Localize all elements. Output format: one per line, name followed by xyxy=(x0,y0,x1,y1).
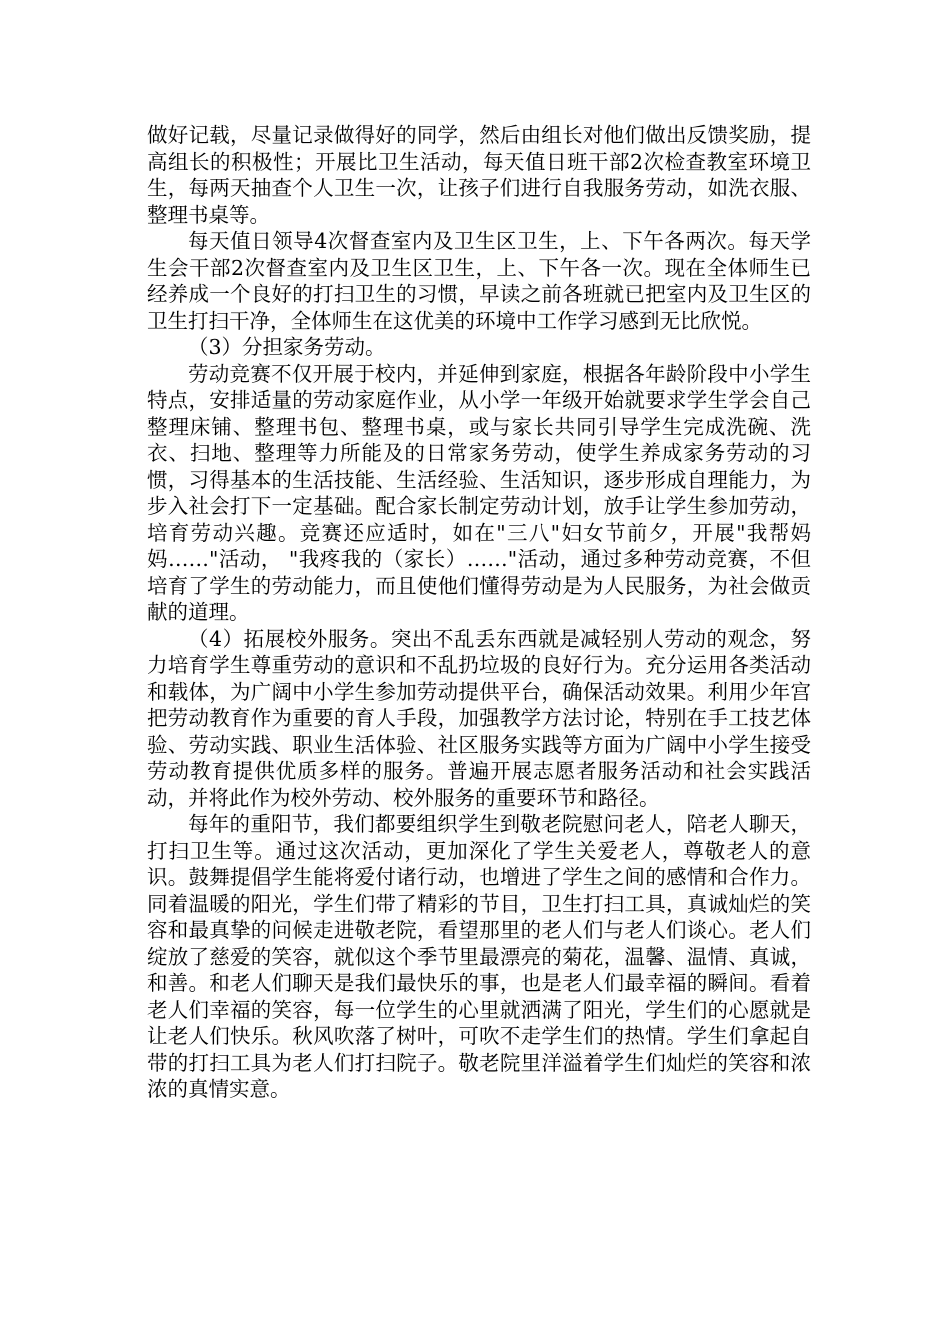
paragraph-housework-competition: 劳动竞赛不仅开展于校内，并延伸到家庭，根据各年龄阶段中小学生特点，安排适量的劳动家庭作业，从小学一年级开始就要求学生学会自己整理床铺、整理书包、整理书桌，或与家长共同引导学生完成洗碗、洗衣、扫地、整理等力所能及的日常家务劳动，使学生养成家务劳动的习惯，习得基本的生活技能、生活经验、生活知识，逐步形成自理能力，为步入社会打下一定基础。配合家长制定劳动计划，放手让学生参加劳动，培育劳动兴趣。竞赛还应适时，如在"三八"妇女节前夕，开展"我帮妈妈……"活动， "我疼我的（家长）……"活动，通过多种劳动竞赛，不但培育了学生的劳动能力，而且使他们懂得劳动是为人民服务，为社会做贡献的道理。 xyxy=(147,361,811,624)
paragraph-external-service: （4）拓展校外服务。突出不乱丢东西就是减轻别人劳动的观念，努力培育学生尊重劳动的意识和不乱扔垃圾的良好行为。充分运用各类活动和载体，为广阔中小学生参加劳动提供平台，确保活动效果。利用少年宫把劳动教育作为重要的育人手段，加强教学方法讨论，特别在手工技艺体验、劳动实践、职业生活体验、社区服务实践等方面为广阔中小学生接受劳动教育提供优质多样的服务。普遍开展志愿者服务活动和社会实践活动，并将此作为校外劳动、校外服务的重要环节和路径。 xyxy=(147,626,811,810)
section-heading-housework: （3）分担家务劳动。 xyxy=(188,335,386,359)
paragraph-daily-inspection: 每天值日领导4次督查室内及卫生区卫生，上、下午各两次。每天学生会干部2次督查室内及卫生区卫生，上、下午各一次。现在全体师生已经养成一个良好的打扫卫生的习惯，早读之前各班就已把室内及卫生区的卫生打扫干净，全体师生在这优美的环境中工作学习感到无比欣悦。 xyxy=(147,229,811,333)
paragraph-double-ninth-festival: 每年的重阳节，我们都要组织学生到敬老院慰问老人，陪老人聊天，打扫卫生等。通过这次活动，更加深化了学生关爱老人，尊敬老人的意识。鼓舞提倡学生能将爱付诸行动，也增进了学生之间的感情和合作力。同着温暖的阳光，学生们带了精彩的节目，卫生打扫工具，真诚灿烂的笑容和最真挚的问候走进敬老院，看望那里的老人们与老人们谈心。老人们绽放了慈爱的笑容，就似这个季节里最漂亮的菊花，温馨、温情、真诚，和善。和老人们聊天是我们最快乐的事，也是老人们最幸福的瞬间。看着老人们幸福的笑容，每一位学生的心里就洒满了阳光，学生们的心愿就是让老人们快乐。秋风吹落了树叶，可吹不走学生们的热情。学生们拿起自带的打扫工具为老人们打扫院子。敬老院里洋溢着学生们灿烂的笑容和浓浓的真情实意。 xyxy=(147,812,811,1101)
paragraph-continuation: 做好记载，尽量记录做得好的同学，然后由组长对他们做出反馈奖励，提高组长的积极性；开展比卫生活动，每天值日班干部2次检查教室环境卫生，每两天抽查个人卫生一次，让孩子们进行自我服务劳动，如洗衣服、整理书桌等。 xyxy=(147,123,811,227)
document-page xyxy=(147,122,811,1103)
